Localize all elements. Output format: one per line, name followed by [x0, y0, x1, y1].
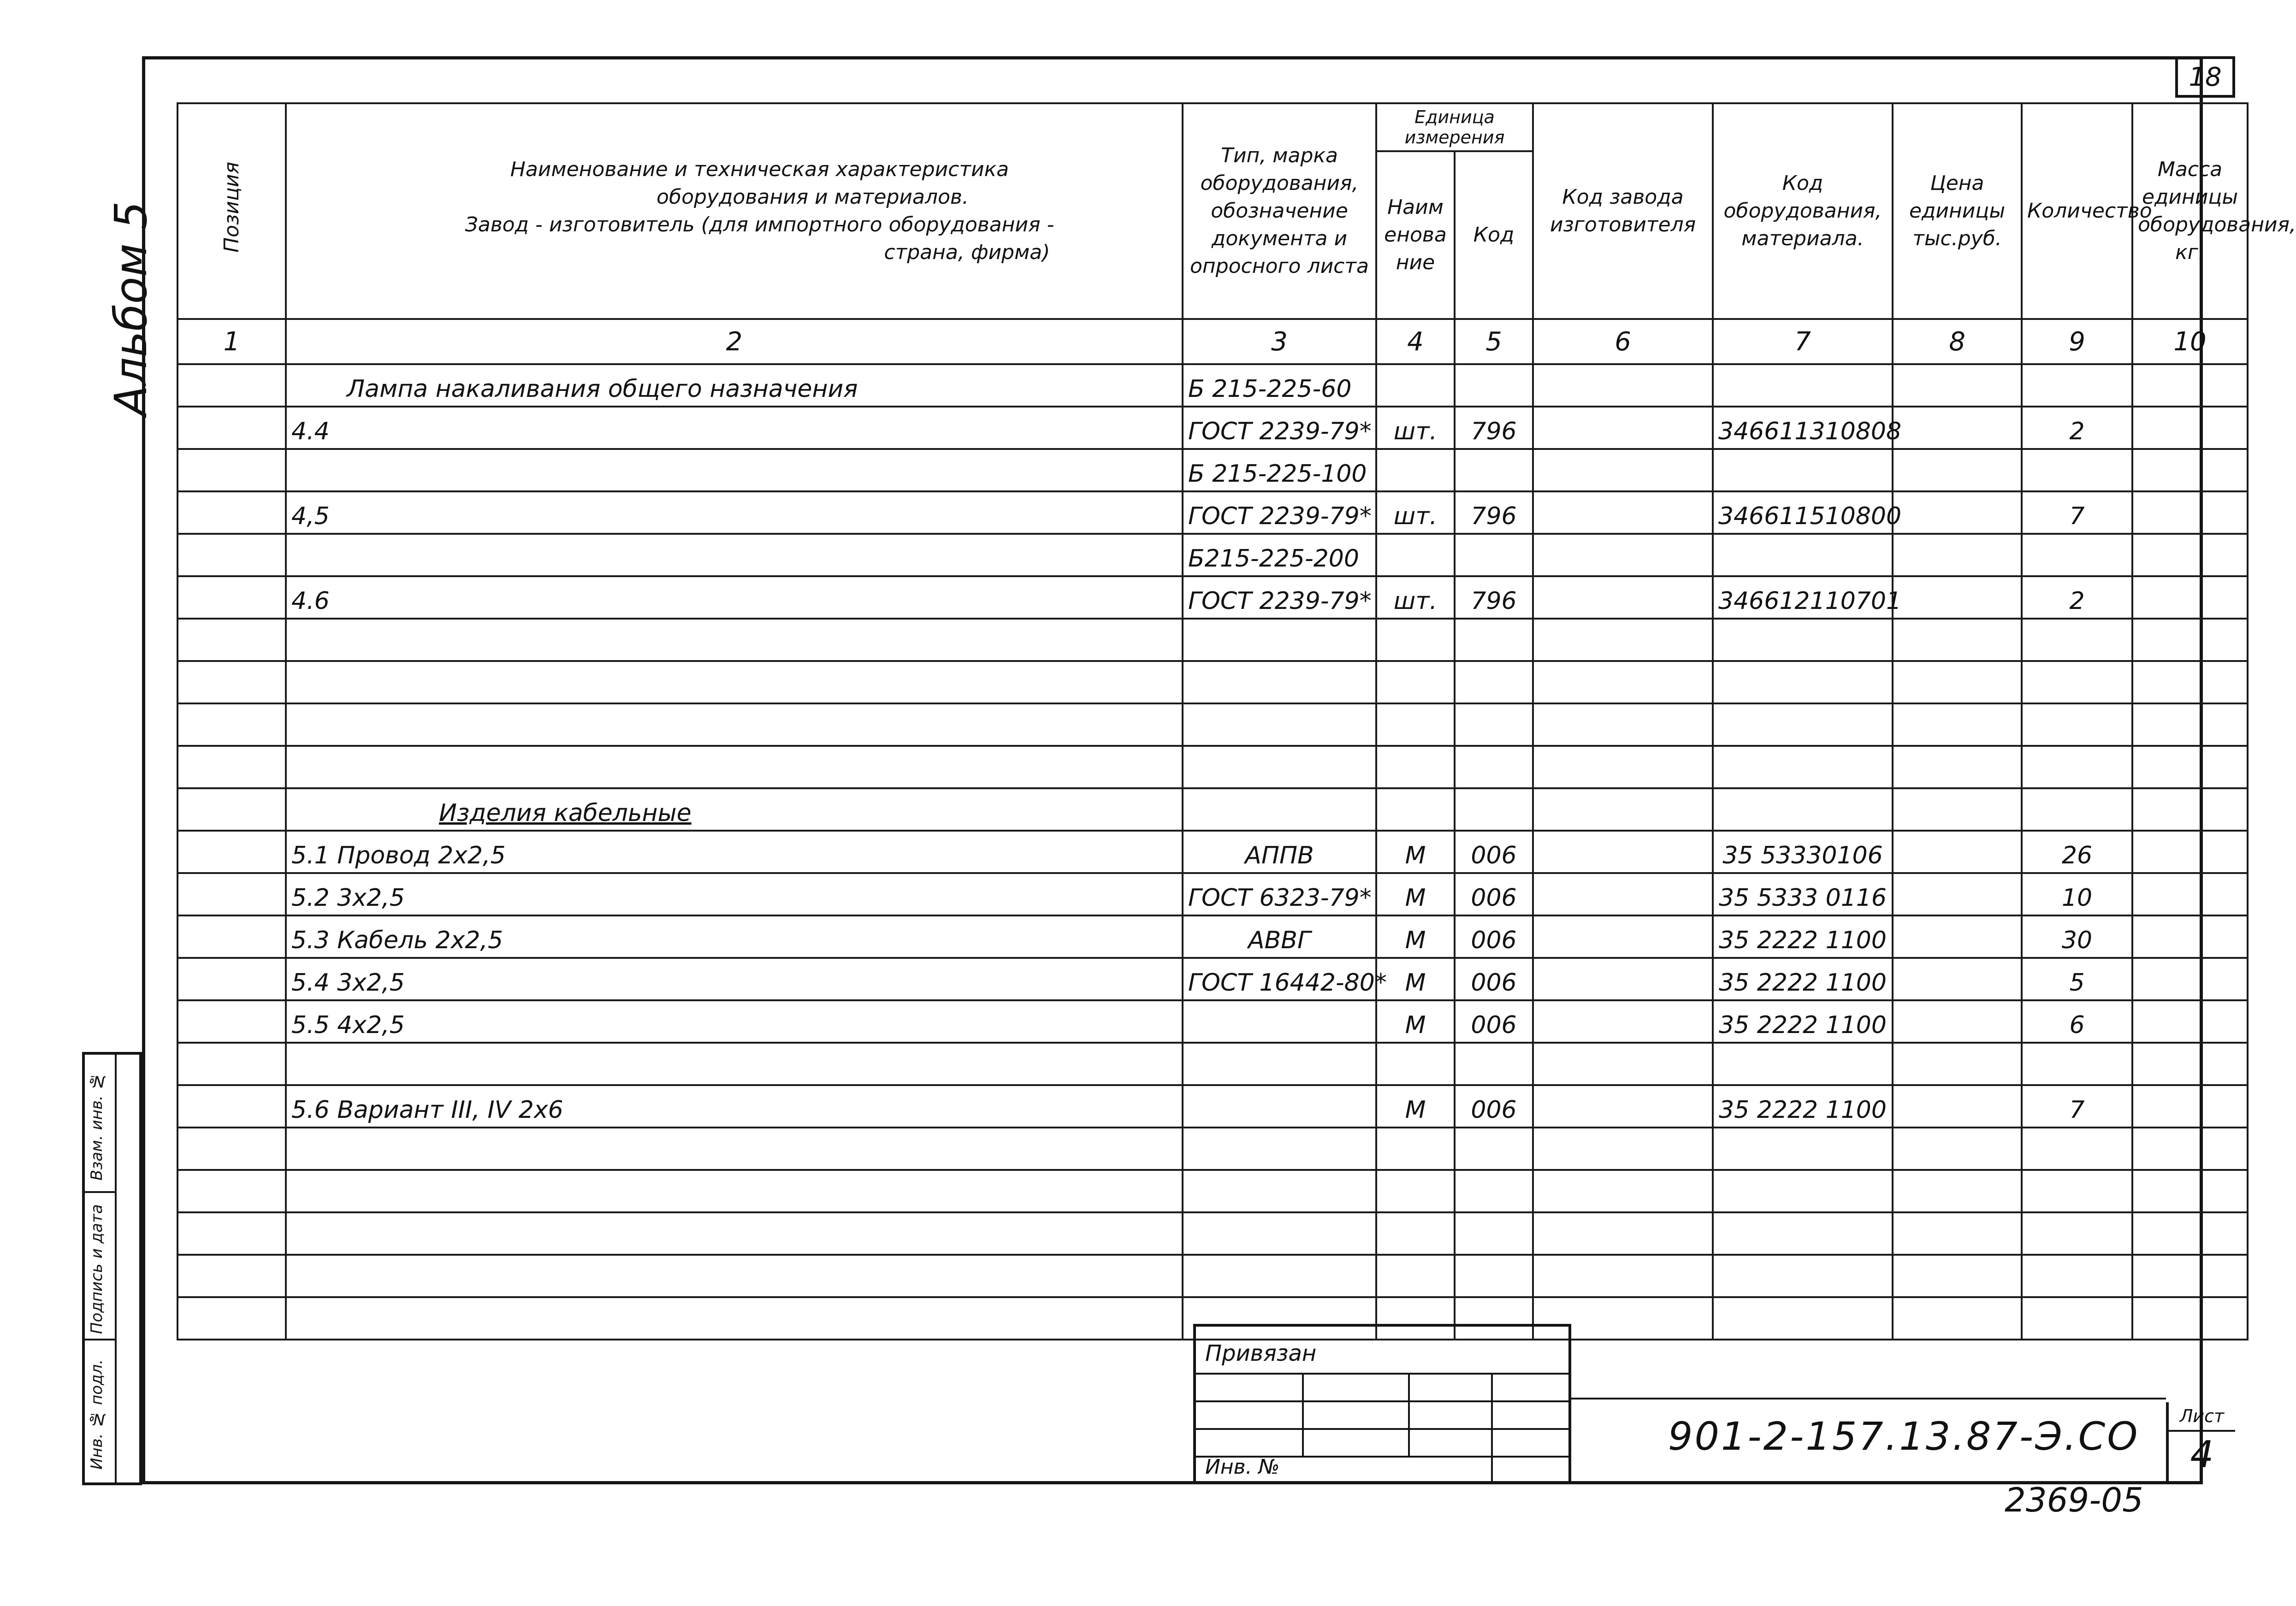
table-row — [178, 1128, 2248, 1170]
header-material-code: Код оборудования, материала. — [1713, 103, 1893, 319]
header-plant-code: Код завода изготовителя — [1533, 103, 1713, 319]
header-position: Позиция — [178, 103, 286, 319]
album-label: Альбом 5 — [105, 201, 157, 416]
table-row — [178, 1043, 2248, 1085]
header-unit-code: Код — [1455, 151, 1533, 319]
header-quantity: Количество — [2022, 103, 2132, 319]
table-row — [178, 661, 2248, 703]
table-row: 4,5 ГОСТ 2239-79* шт. 796 346611510800 7 — [178, 491, 2248, 534]
binding-stamp — [1193, 1324, 1571, 1484]
column-number-row: 1 2 3 4 5 6 7 8 9 10 — [178, 319, 2248, 364]
table-row: 5.4 3х2,5 ГОСТ 16442-80* М 006 35 2222 1100 5 — [178, 958, 2248, 1000]
drawing-sheet — [36, 56, 2296, 1559]
table-row: 4.4 ГОСТ 2239-79* шт. 796 346611310808 2 — [178, 407, 2248, 449]
table-row: 5.1 Провод 2х2,5 АППВ М 006 35 53330106 26 — [178, 831, 2248, 873]
header-price: Цена единицы тыс.руб. — [1893, 103, 2022, 319]
table-row — [178, 746, 2248, 788]
section-row — [178, 788, 2248, 831]
table-row — [178, 1170, 2248, 1212]
sheet-box — [2166, 1402, 2235, 1483]
header-unit-name: Наименование — [1376, 151, 1455, 319]
specification-table — [177, 102, 2296, 1340]
table-row: 5.3 Кабель 2х2,5 АВВГ М 006 35 2222 1100 30 — [178, 915, 2248, 958]
header-type: Тип, марка оборудования, обозначение документа и опросного листа — [1183, 103, 1376, 319]
bound-label: Привязан — [1205, 1340, 1317, 1366]
page-number: 18 — [2175, 56, 2235, 98]
table-row: 5.2 3х2,5 ГОСТ 6323-79* М 006 35 5333 0116 10 — [178, 873, 2248, 915]
table-row — [178, 703, 2248, 746]
table-row — [178, 1255, 2248, 1297]
strip-signature-date: Подпись и дата — [88, 1204, 106, 1334]
inventory-number-label: Инв. № — [1205, 1455, 1280, 1479]
footer-code: 2369-05 — [2005, 1481, 2143, 1519]
approval-strip — [82, 1052, 142, 1485]
table-row: 4.6 ГОСТ 2239-79* шт. 796 346612110701 2 — [178, 576, 2248, 619]
table-row — [178, 1212, 2248, 1255]
section-title: Изделия кабельные — [286, 788, 1183, 831]
sheet-label: Лист — [2169, 1402, 2235, 1432]
table-row: 5.5 4х2,5 М 006 35 2222 1100 6 — [178, 1000, 2248, 1043]
header-mass: Масса единицы оборудования, кг. — [2132, 103, 2248, 319]
table-row: 5.6 Вариант III, IV 2х6 М 006 35 2222 1100 7 — [178, 1085, 2248, 1128]
table-row: Б215-225-200 — [178, 534, 2248, 576]
table-row: Б 215-225-100 — [178, 449, 2248, 491]
strip-original-inv: Инв. № подл. — [88, 1359, 106, 1470]
table-row: Лампа накаливания общего назначения Б 215-225-60 — [178, 364, 2248, 407]
strip-replacement-inv: Взам. инв. № — [88, 1072, 106, 1181]
document-number: 901-2-157.13.87-Э.СО — [1668, 1414, 2140, 1459]
header-unit-group: Единица измерения — [1376, 103, 1533, 151]
sheet-number: 4 — [2190, 1433, 2214, 1476]
header-name: Наименование и техническая характеристика оборудования и материалов. Завод - изготовитель (для импортного оборудования - страна, фирма) — [286, 103, 1183, 319]
table-row — [178, 619, 2248, 661]
